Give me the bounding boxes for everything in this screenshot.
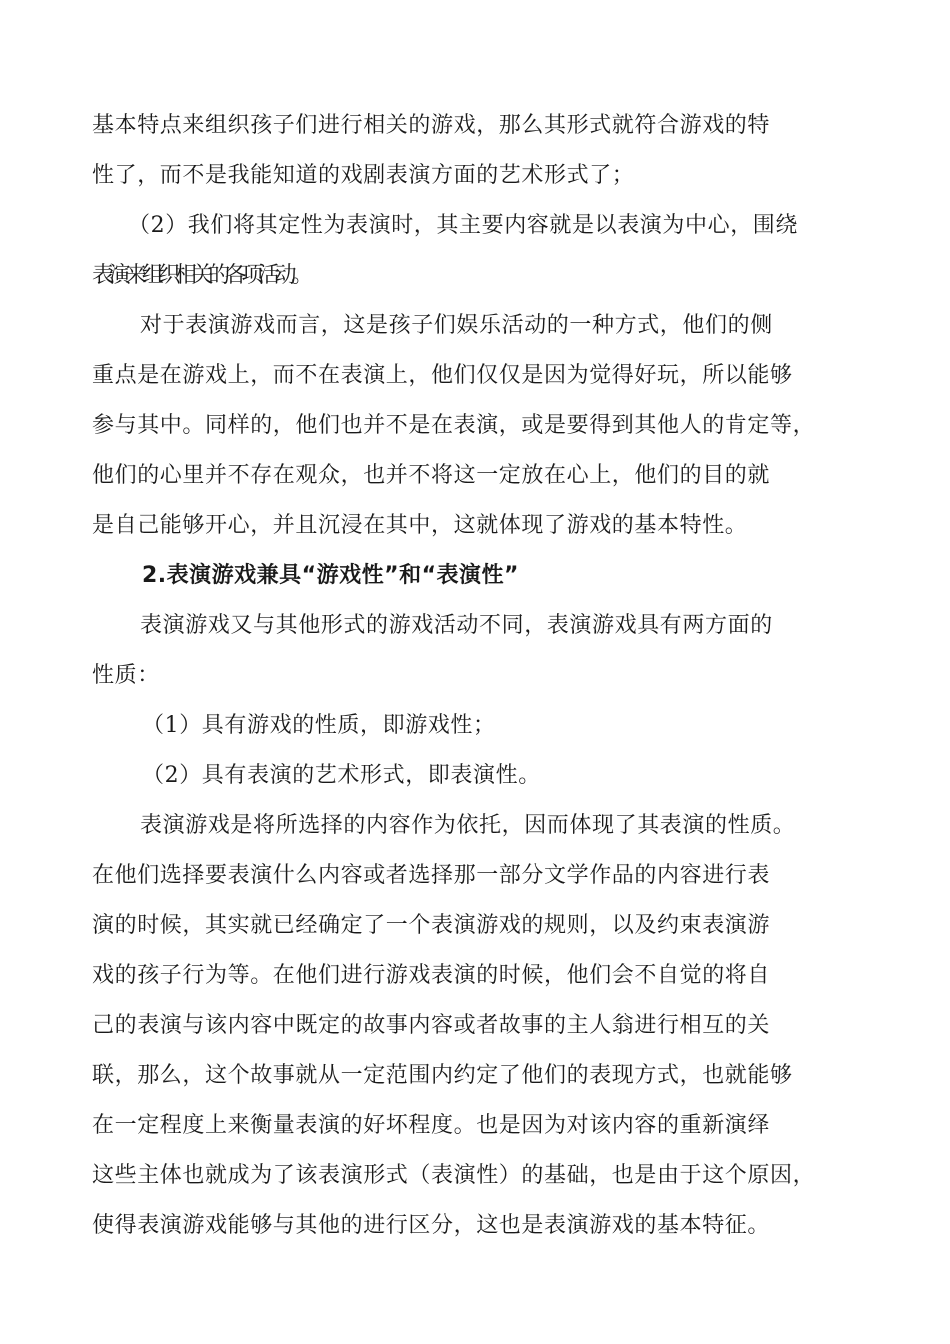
text-line: 己的表演与该内容中既定的故事内容或者故事的主人翁进行相互的关 (92, 1013, 771, 1038)
text-line: 基本特点来组织孩子们进行相关的游戏，那么其形式就符合游戏的特 (92, 113, 771, 138)
text-line: 戏的孩子行为等。在他们进行游戏表演的时候，他们会不自觉的将自 (92, 963, 771, 988)
text-line: 对于表演游戏而言，这是孩子们娱乐活动的一种方式，他们的侧 (140, 313, 773, 338)
text-line: 性了，而不是我能知道的戏剧表演方面的艺术形式了； (92, 163, 635, 188)
text-line: 参与其中。同样的，他们也并不是在表演，或是要得到其他人的肯定等， (92, 413, 816, 438)
text-line: 在他们选择要表演什么内容或者选择那一部分文学作品的内容进行表 (92, 863, 771, 888)
text-line: （2）我们将其定性为表演时，其主要内容就是以表演为中心，围绕 (128, 213, 798, 238)
text-line: 是自己能够开心，并且沉浸在其中，这就体现了游戏的基本特性。 (92, 513, 748, 538)
section-heading: 2.表演游戏兼具“游戏性”和“表演性” (142, 563, 520, 588)
text-line: 他们的心里并不存在观众，也并不将这一定放在心上，他们的目的就 (92, 463, 771, 488)
text-line: 这些主体也就成为了该表演形式（表演性）的基础，也是由于这个原因， (92, 1163, 816, 1188)
text-line: 使得表演游戏能够与其他的进行区分，这也是表演游戏的基本特征。 (92, 1213, 771, 1238)
text-line: 表演游戏是将所选择的内容作为依托，因而体现了其表演的性质。 (140, 813, 796, 838)
paragraph-continuation (92, 101, 862, 201)
paragraph-performance-game (92, 301, 862, 551)
text-line: 演的时候，其实就已经确定了一个表演游戏的规则，以及约束表演游 (92, 913, 771, 938)
list-item-2 (142, 751, 862, 801)
list-item-1 (142, 701, 862, 751)
text-line: 重点是在游戏上，而不在表演上，他们仅仅是因为觉得好玩，所以能够 (92, 363, 793, 388)
paragraph-point-2 (92, 201, 862, 301)
paragraph-basis (92, 801, 862, 1251)
paragraph-two-aspects (92, 601, 862, 701)
text-line: （1）具有游戏的性质，即游戏性； (142, 713, 496, 738)
text-line: （2）具有表演的艺术形式，即表演性。 (142, 763, 541, 788)
text-line: 表演来组织相关的各项活动。 (92, 263, 308, 288)
text-line: 表演游戏又与其他形式的游戏活动不同，表演游戏具有两方面的 (140, 613, 773, 638)
text-line: 联，那么，这个故事就从一定范围内约定了他们的表现方式，也就能够 (92, 1063, 793, 1088)
text-line: 在一定程度上来衡量表演的好坏程度。也是因为对该内容的重新演绎 (92, 1113, 771, 1138)
text-line: 性质： (92, 663, 160, 688)
